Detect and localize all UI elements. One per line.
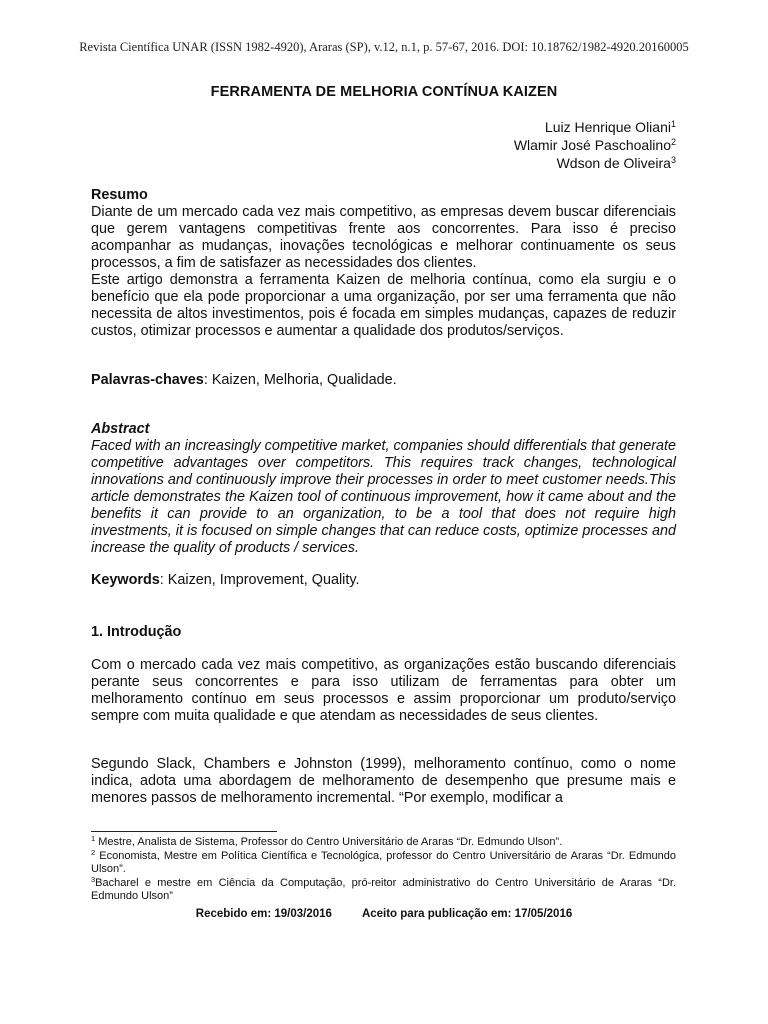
submission-dates <box>0 908 768 920</box>
introduction-paragraph: Segundo Slack, Chambers e Johnston (1999), melhoramento contínuo, como o nome indica, adota uma abordagem de melhoramento de desempenho que presume mais e menores passos de melhoramento incremental. “Por exemplo, modificar a <box>91 756 676 806</box>
resumo-keywords <box>91 372 676 389</box>
footnote-text: Mestre, Analista de Sistema, Professor do Centro Universitário de Araras “Dr. Edmundo Ulson”. <box>95 836 563 848</box>
author-name: Wdson de Oliveira <box>556 155 671 171</box>
keywords-value: : Kaizen, Melhoria, Qualidade. <box>203 372 397 388</box>
keywords-label: Palavras-chaves <box>91 372 204 388</box>
footnote-mark: 3 <box>91 874 96 884</box>
footnote-text: Bacharel e mestre em Ciência da Computação, pró-reitor administrativo do Centro Universitário de Araras “Dr. Edmundo Ulson” <box>91 876 676 902</box>
abstract-paragraph: Faced with an increasingly competitive market, companies should differentials that generate competitive advantages over competitors. This requires track changes, technological innovations and continuously improve their processes in order to meet customer needs.This article demonstrates the Kaizen tool of continuous improvement, how it came about and the benefits it can provide to an organization, to be a tool that does not require high investments, it is focused on simple changes that can reduce costs, optimize processes and increase the quality of products / services. <box>91 438 676 556</box>
author-name: Wlamir José Paschoalino <box>513 137 671 153</box>
footnote-mark: 2 <box>91 847 96 857</box>
footnote-text: Economista, Mestre em Política Científica e Tecnológica, professor do Centro Universitário de Araras “Dr. Edmundo Ulson”. <box>91 849 676 875</box>
introduction-heading: 1. Introdução <box>91 624 182 640</box>
footnote-mark: 1 <box>91 834 96 843</box>
resumo-paragraph: Este artigo demonstra a ferramenta Kaizen de melhoria contínua, como ela surgiu e o benefício que ela pode proporcionar a uma organização, por ser uma ferramenta que não necessita de altos investimentos, pois é focada em simples mudanças, capazes de reduzir custos, otimizar processos e aumentar a qualidade dos produtos/serviços. <box>91 272 676 339</box>
keywords-label: Keywords <box>91 572 160 588</box>
footnote <box>91 847 676 877</box>
abstract-keywords <box>91 572 676 589</box>
running-head: Revista Científica UNAR (ISSN 1982-4920), Araras (SP), v.12, n.1, p. 57-67, 2016. DOI: 10.18762/1982-4920.20160005 <box>79 40 689 54</box>
resumo-paragraph: Diante de um mercado cada vez mais competitivo, as empresas devem buscar diferenciais que gerem vantagens competitivas frente aos concorrentes. Para isso é preciso acompanhar as mudanças, inovações tecnológicas e melhorar continuamente os seus processos, a fim de satisfazer as necessidades dos clientes. <box>91 204 676 271</box>
footnote <box>91 836 676 850</box>
author-list <box>514 118 676 172</box>
author-name: Luiz Henrique Oliani <box>544 119 671 135</box>
abstract-heading: Abstract <box>91 421 150 437</box>
article-title: FERRAMENTA DE MELHORIA CONTÍNUA KAIZEN <box>210 84 558 100</box>
author-line <box>514 154 676 172</box>
received-date: Recebido em: 19/03/2016 <box>195 908 332 920</box>
introduction-paragraph: Com o mercado cada vez mais competitivo, as organizações estão buscando diferenciais perante seus concorrentes e para isso utilizam de ferramentas para obter um melhoramento contínuo em seus processos e assim proporcionar um produto/serviço sempre com muita qualidade e que atendam as necessidades de seus clientes. <box>91 657 676 724</box>
footnote-mark: 3 <box>670 155 676 165</box>
keywords-value: : Kaizen, Improvement, Quality. <box>159 572 360 588</box>
author-line <box>514 118 676 136</box>
footnote-divider <box>91 831 277 832</box>
footnote <box>91 874 676 904</box>
footnotes <box>91 836 676 904</box>
footnote-mark: 1 <box>670 119 676 129</box>
resumo-section <box>91 187 676 340</box>
author-line <box>514 136 676 154</box>
footnote-mark: 2 <box>670 137 676 147</box>
resumo-heading: Resumo <box>91 187 148 203</box>
abstract-section <box>91 421 676 557</box>
accepted-date: Aceito para publicação em: 17/05/2016 <box>361 908 573 920</box>
